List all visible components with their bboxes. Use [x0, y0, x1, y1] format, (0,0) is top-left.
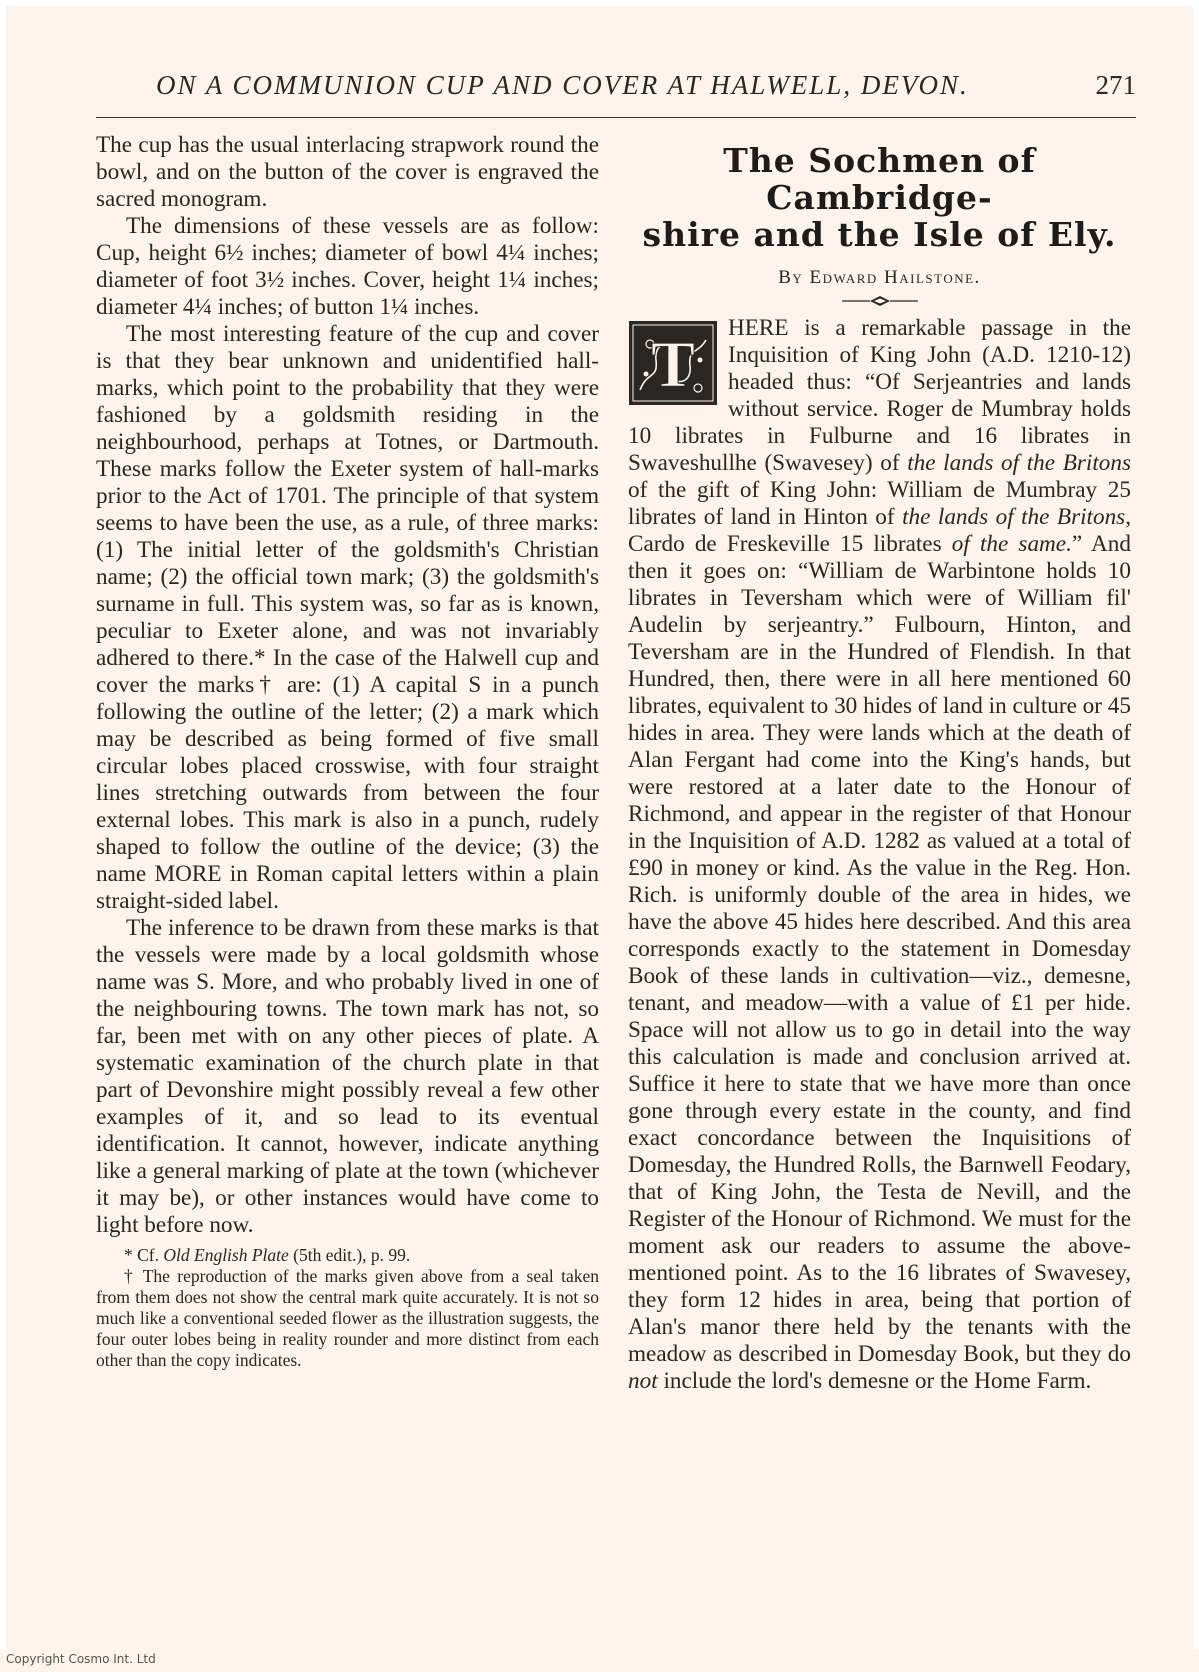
- article-body: [628, 315, 1131, 1395]
- copyright-notice: Copyright Cosmo Int. Ltd: [6, 1652, 156, 1666]
- paragraph: The dimensions of these vessels are as follow: Cup, height 6½ inches; diameter of bowl 4¼ inches; diameter of foot 3½ inches. Cover, height 1¼ inches; diameter 4¼ inches; of button 1¼ inches.: [96, 213, 599, 320]
- dropcap: [628, 320, 718, 406]
- ornate-initial-icon: [628, 320, 718, 406]
- footnote: † The reproduction of the marks given above from a seal taken from them does not show the central mark quite accurately. It is not so much like a conventional seeded flower as the illustration suggests, the four outer lobes being in reality rounder and more distinct from each other than the copy indicates.: [96, 1266, 599, 1370]
- footnotes: [96, 1245, 599, 1371]
- running-title: ON A COMMUNION CUP AND COVER AT HALWELL, DEVON.: [156, 70, 969, 100]
- footer-strip: [0, 1650, 1199, 1672]
- footnote-title: Old English Plate: [163, 1245, 289, 1265]
- article-title: [628, 142, 1131, 253]
- left-column: [96, 132, 599, 1371]
- paragraph: The cup has the usual interlacing strapwork round the bowl, and on the button of the cover is engraved the sacred monogram.: [96, 132, 599, 212]
- byline: By Edward Hailstone.: [778, 267, 981, 288]
- footnote-suffix: (5th edit.), p. 99.: [288, 1245, 411, 1265]
- paragraph: The most interesting feature of the cup and cover is that they bear unknown and unidentified hall-marks, which point to the probability that they were fashioned by a goldsmith residing in the neighbourhood, perhaps at Totnes, or Dartmouth. These marks follow the Exeter system of hall-marks prior to the Act of 1701. The principle of that system seems to have been the use, as a rule, of three marks: (1) The initial letter of the goldsmith's Christian name; (2) the official town mark; (3) the goldsmith's surname in full. This system was, so far as is known, peculiar to Exeter alone, and was not invariably adhered to there.* In the case of the Halwell cup and cover the marks† are: (1) A capital S in a punch following the outline of the letter; (2) a mark which may be described as being formed of five small circular lobes placed crosswise, with four straight lines stretching outwards from between the four external lobes. This mark is also in a punch, rudely shaped to follow the outline of the device; (3) the name MORE in Roman capital letters within a plain straight-sided label.: [96, 321, 599, 914]
- header-rule: [96, 117, 1136, 118]
- paragraph: The inference to be drawn from these marks is that the vessels were made by a local goldsmith whose name was S. More, and who probably lived in one of the neighbouring towns. The town mark has not, so far, been met with on any other pieces of plate. A systematic examination of the church plate in that part of Devonshire might possibly reveal a few other examples of it, and so lead to its eventual identification. It cannot, however, indicate anything like a general marking of plate at the town (whichever it may be), or other instances would have come to light before now.: [96, 915, 599, 1238]
- page-number: 271: [1095, 70, 1136, 100]
- paragraph: HERE is a remarkable passage in the Inquisition of King John (A.D. 1210-12) headed thus: “Of Serjeantries and lands without service. Roger de Mumbray holds 10 librates in Fulburne and 16 librates in Swaveshullhe (Swavesey) of the lands of the Britons of the gift of King John: William de Mumbray 25 librates of land in Hinton of the lands of the Britons, Cardo de Freskeville 15 librates of the same.” And then it goes on: “William de Warbintone holds 10 librates in Teversham which were of William fil' Audelin by serjeantry.” Fulbourn, Hinton, and Teversham are in the Hundred of Flendish. In that Hundred, then, there were in all here mentioned 60 librates, equivalent to 30 hides of land in culture or 45 hides in area. They were lands which at the death of Alan Fergant had come into the King's hands, but were restored at a later date to the Honour of Richmond, and appear in the register of that Honour in the Inquisition of A.D. 1282 as valued at a total of £90 in money or kind. As the value in the Reg. Hon. Rich. is uniformly double of the area in hides, we have the above 45 hides here described. And this area corresponds exactly to the statement in Domesday Book of these lands in cultivation—viz., demesne, tenant, and meadow—with a value of £1 per hide. Space will not allow us to go in detail into the way this calculation is made and conclusion arrived at. Suffice it here to state that we have more than once gone through every estate in the county, and find exact concordance between the Inquisitions of Domesday, the Hundred Rolls, the Barnwell Feodary, that of King John, the Testa de Nevill, and the Register of the Honour of Richmond. We must for the moment ask our readers to assume the above-mentioned point. As to the 16 librates of Swavesey, they form 12 hides in area, being that portion of Alan's manor there held by the tenants with the meadow as described in Domesday Book, but they do not include the lord's demesne or the Home Farm.: [628, 315, 1131, 1394]
- footnote: [96, 1245, 599, 1266]
- dropcap-letter: T: [650, 328, 696, 401]
- footnote-prefix: * Cf.: [124, 1245, 164, 1265]
- right-column: [628, 142, 1131, 1395]
- running-head: [96, 66, 1136, 106]
- article-title-line: The Sochmen of Cambridge-: [723, 141, 1036, 217]
- ornament-divider-icon: [840, 295, 920, 307]
- article-title-line: shire and the Isle of Ely.: [642, 215, 1117, 254]
